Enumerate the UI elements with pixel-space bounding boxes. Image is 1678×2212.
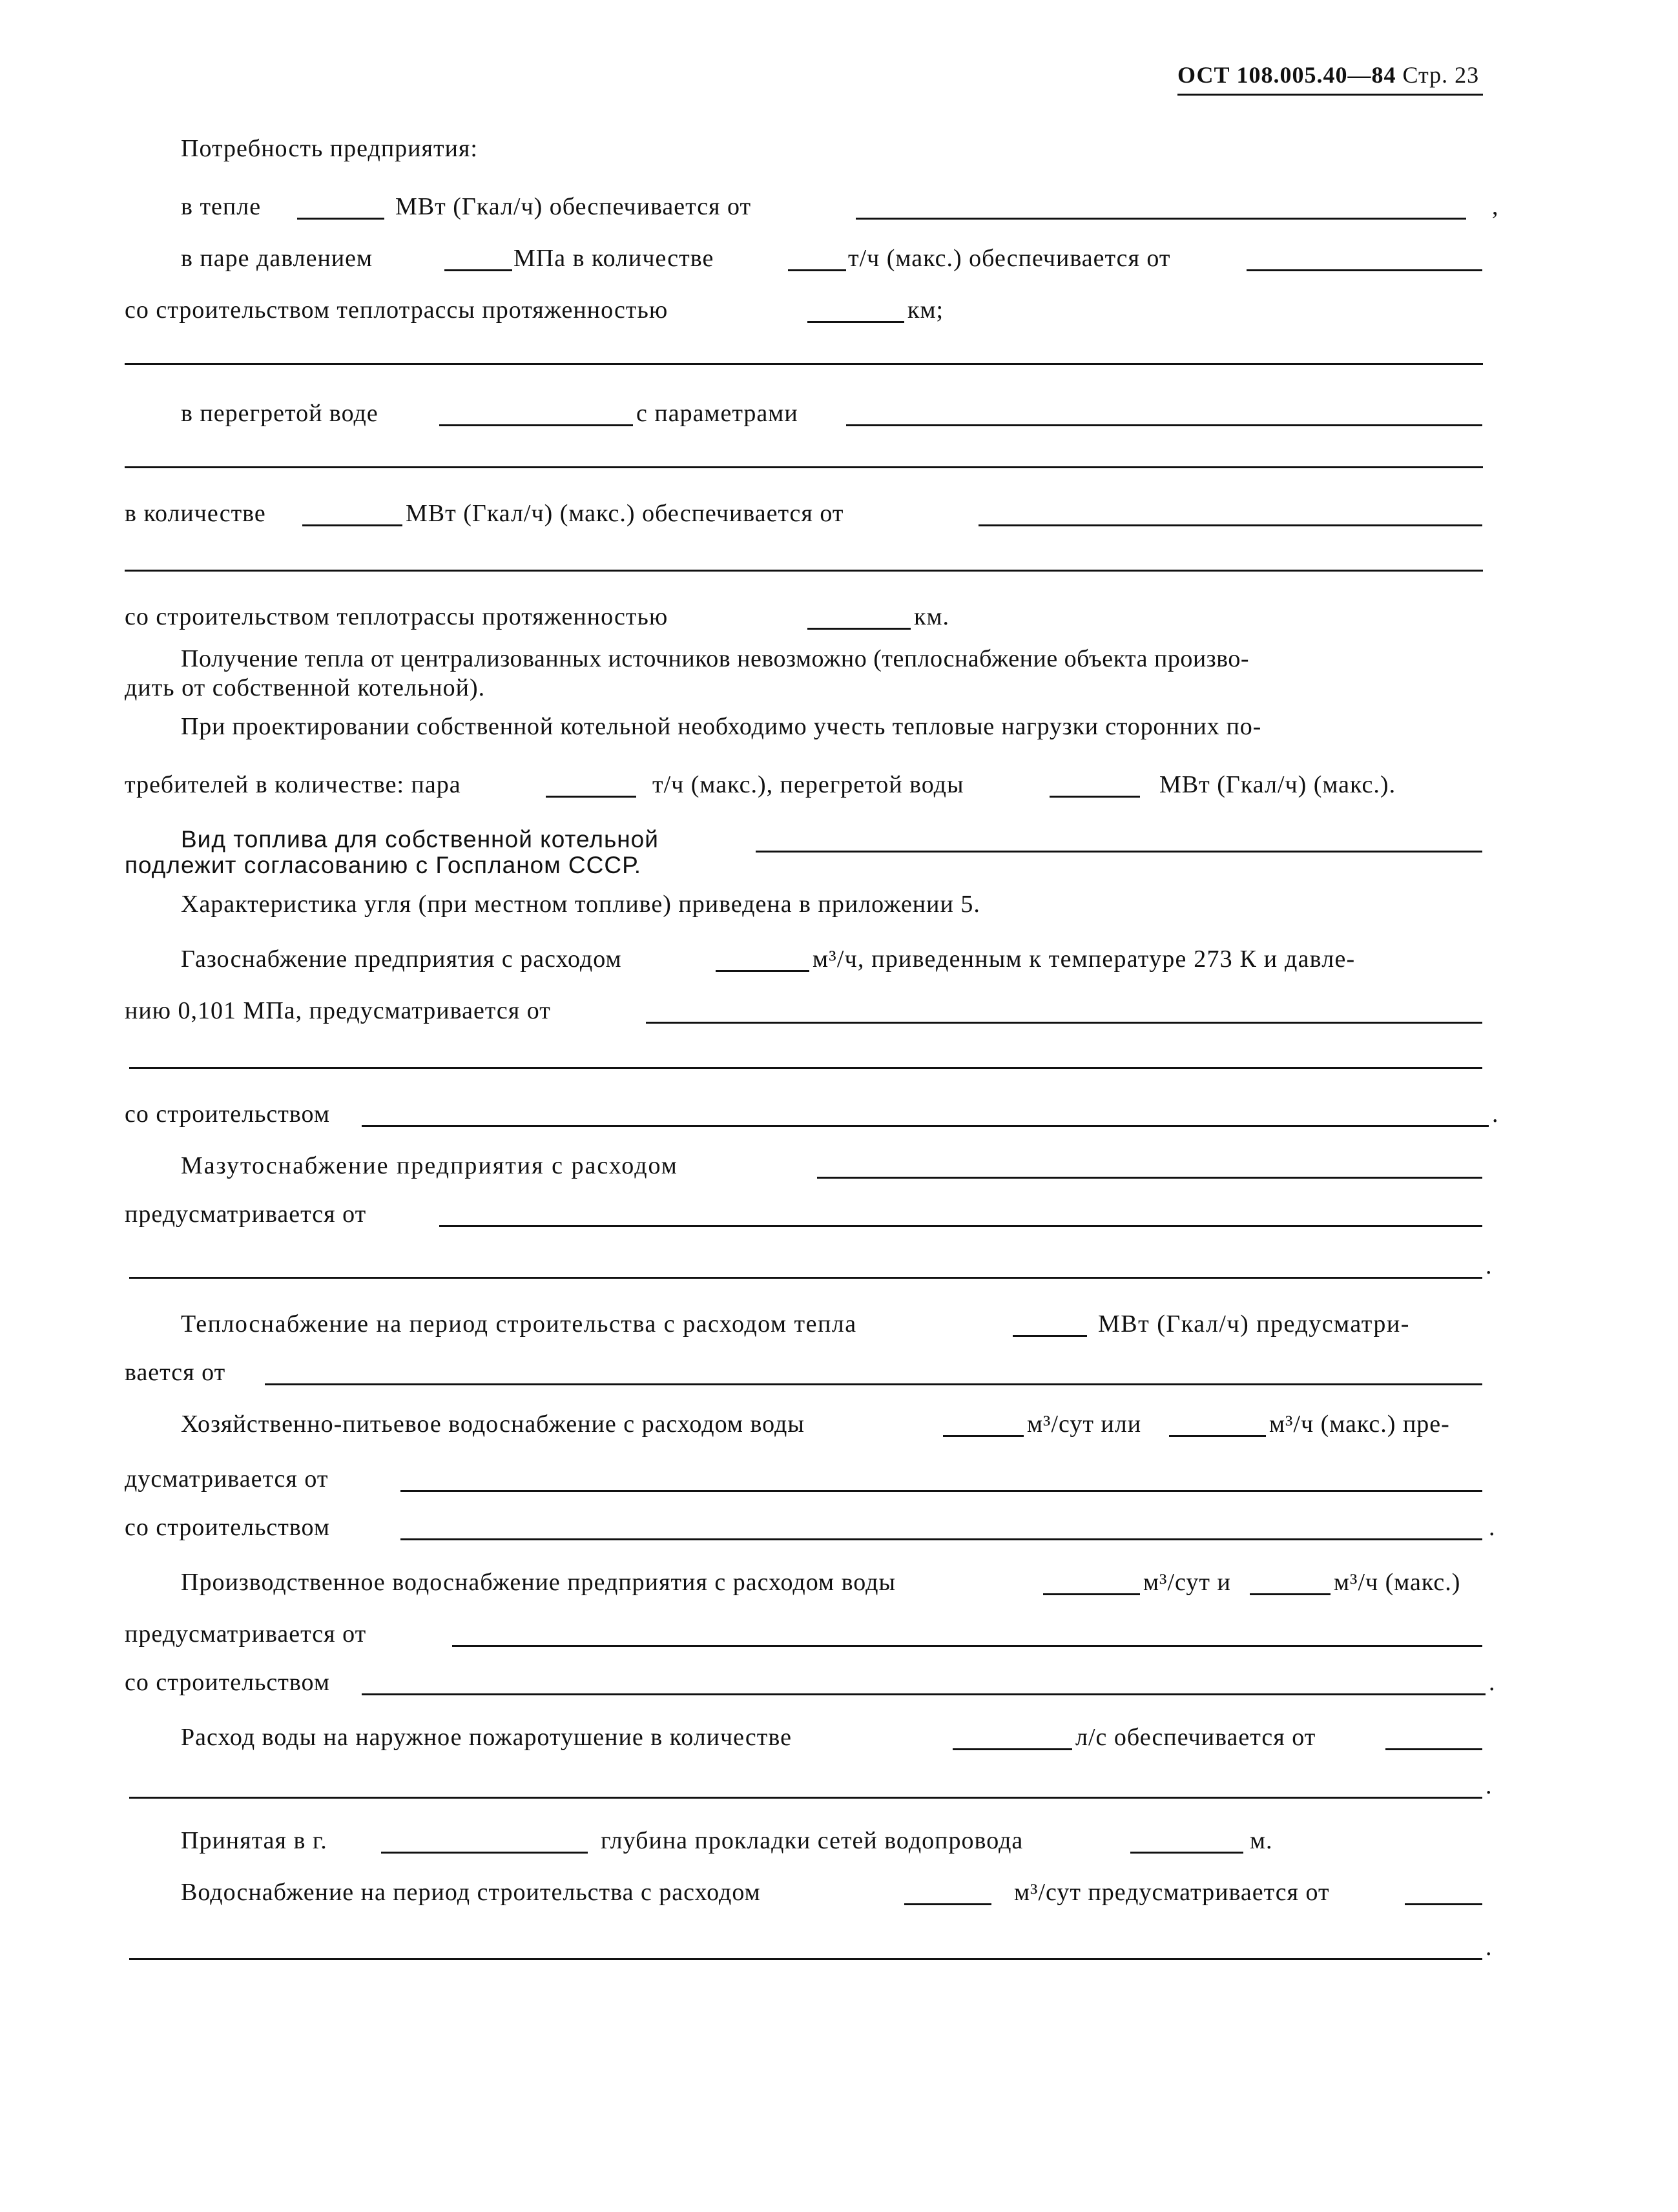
- gas-construction-line: [0, 1098, 1678, 1130]
- blank-field[interactable]: [1013, 1335, 1087, 1337]
- consumers-line: [0, 769, 1678, 801]
- blank-field[interactable]: [1050, 796, 1140, 798]
- blank-field[interactable]: [1405, 1903, 1482, 1905]
- text: м³/сут и: [1143, 1569, 1231, 1596]
- blank-field[interactable]: [846, 424, 1482, 426]
- blank-field[interactable]: [400, 1538, 1482, 1540]
- text: .: [1486, 1934, 1493, 1961]
- construction-heat-line: [0, 1308, 1678, 1340]
- gas-line-2: [0, 995, 1678, 1027]
- domestic-water-line: [0, 1408, 1678, 1440]
- blank-field[interactable]: [943, 1435, 1024, 1437]
- blank-row: [0, 1040, 1678, 1072]
- blank-row: [0, 1931, 1678, 1963]
- blank-field[interactable]: [904, 1903, 991, 1905]
- hot-water-line: [0, 397, 1678, 429]
- pipe-depth-line: [0, 1824, 1678, 1857]
- steam-line: [0, 242, 1678, 274]
- blank-field[interactable]: [129, 1277, 1482, 1279]
- heat-route-line: [0, 294, 1678, 326]
- text: со строительством: [125, 1514, 330, 1541]
- text: МПа в количестве: [513, 245, 714, 272]
- text: Потребность предприятия:: [181, 135, 478, 162]
- text: Вид топлива для собственной котельной: [181, 826, 659, 853]
- blank-field[interactable]: [125, 570, 1483, 572]
- blank-row: [0, 1250, 1678, 1282]
- heat-route-line-2: [0, 601, 1678, 633]
- blank-field[interactable]: [756, 851, 1482, 853]
- blank-field[interactable]: [788, 269, 846, 271]
- text: .: [1492, 1101, 1499, 1128]
- text: км.: [914, 603, 950, 630]
- text: дить от собственной котельной).: [125, 674, 486, 701]
- blank-field[interactable]: [807, 321, 904, 323]
- text: м³/сут или: [1027, 1411, 1142, 1438]
- blank-field[interactable]: [129, 1067, 1482, 1069]
- text: Характеристика угля (при местном топливе) приведена в приложении 5.: [181, 891, 980, 918]
- text: Производственное водоснабжение предприятия с расходом воды: [181, 1569, 896, 1596]
- blank-field[interactable]: [265, 1383, 1482, 1385]
- text: МВт (Гкал/ч) (макс.).: [1159, 771, 1396, 798]
- text: с параметрами: [636, 400, 798, 427]
- blank-field[interactable]: [979, 524, 1482, 526]
- text: подлежит согласованию с Госпланом СССР.: [125, 852, 642, 878]
- text: предусматривается от: [125, 1620, 367, 1648]
- heat-line: [0, 191, 1678, 223]
- blank-field[interactable]: [1043, 1593, 1140, 1595]
- text: ,: [1492, 193, 1499, 220]
- text: .: [1489, 1669, 1496, 1696]
- blank-field[interactable]: [452, 1645, 1482, 1647]
- page-header: [1177, 61, 1479, 88]
- text: со строительством: [125, 1669, 330, 1696]
- text: м³/ч, приведенным к температуре 273 К и давле-: [813, 946, 1356, 973]
- text: вается от: [125, 1359, 226, 1386]
- blank-field[interactable]: [646, 1022, 1482, 1024]
- blank-field[interactable]: [807, 628, 911, 630]
- text: л/с обеспечивается от: [1075, 1724, 1316, 1751]
- text: Мазутоснабжение предприятия с расходом: [181, 1152, 678, 1179]
- blank-field[interactable]: [129, 1797, 1482, 1799]
- blank-field[interactable]: [302, 524, 402, 526]
- standard-code: ОСТ 108.005.40—84: [1177, 62, 1396, 88]
- blank-row: [0, 543, 1678, 575]
- text: дусматривается от: [125, 1465, 329, 1493]
- text: Газоснабжение предприятия с расходом: [181, 946, 622, 973]
- text: .: [1486, 1252, 1493, 1279]
- text: т/ч (макс.) обеспечивается от: [848, 245, 1171, 272]
- text: Хозяйственно-питьевое водоснабжение с расходом воды: [181, 1411, 805, 1438]
- gas-line: [0, 943, 1678, 975]
- blank-field[interactable]: [444, 269, 512, 271]
- text: км;: [907, 296, 944, 324]
- text: .: [1486, 1772, 1493, 1799]
- hot-water-qty-line: [0, 497, 1678, 530]
- domestic-water-line-2: [0, 1463, 1678, 1495]
- blank-row: [0, 336, 1678, 368]
- text: глубина прокладки сетей водопровода: [601, 1827, 1024, 1854]
- blank-field[interactable]: [1169, 1435, 1266, 1437]
- text: в паре давлением: [181, 245, 373, 272]
- blank-field[interactable]: [362, 1693, 1486, 1695]
- text: со строительством теплотрассы протяженностью: [125, 603, 668, 630]
- text: м.: [1250, 1827, 1273, 1854]
- text: в количестве: [125, 500, 266, 527]
- blank-field[interactable]: [400, 1490, 1482, 1492]
- text: МВт (Гкал/ч) (макс.) обеспечивается от: [406, 500, 844, 527]
- text: в перегретой воде: [181, 400, 378, 427]
- blank-row: [0, 439, 1678, 471]
- blank-field[interactable]: [439, 424, 633, 426]
- construction-water-line: [0, 1876, 1678, 1908]
- text: МВт (Гкал/ч) предусматри-: [1098, 1310, 1410, 1338]
- fire-water-line: [0, 1721, 1678, 1753]
- industrial-water-line: [0, 1566, 1678, 1598]
- blank-field[interactable]: [381, 1852, 588, 1854]
- blank-field[interactable]: [125, 466, 1483, 468]
- text: м³/ч (макс.) пре-: [1269, 1411, 1450, 1438]
- text: в тепле: [181, 193, 262, 220]
- blank-field[interactable]: [297, 218, 384, 220]
- fuel-oil-line: [0, 1150, 1678, 1182]
- construction-heat-line-2: [0, 1356, 1678, 1389]
- blank-field[interactable]: [439, 1225, 1482, 1227]
- text: нию 0,101 МПа, предусматривается от: [125, 997, 551, 1024]
- industrial-water-line-2: [0, 1618, 1678, 1650]
- blank-field[interactable]: [1385, 1748, 1482, 1750]
- text: предусматривается от: [125, 1201, 367, 1228]
- text: .: [1489, 1514, 1496, 1541]
- industrial-water-construction: [0, 1666, 1678, 1699]
- blank-field[interactable]: [362, 1125, 1489, 1127]
- blank-field[interactable]: [817, 1177, 1482, 1179]
- blank-field[interactable]: [856, 218, 1466, 220]
- fuel-oil-line-2: [0, 1198, 1678, 1230]
- text: МВт (Гкал/ч) обеспечивается от: [395, 193, 752, 220]
- text: м³/сут предусматривается от: [1014, 1879, 1330, 1906]
- blank-field[interactable]: [1130, 1852, 1243, 1854]
- text: т/ч (макс.), перегретой воды: [652, 771, 964, 798]
- header-rule: [1177, 94, 1483, 96]
- page-number: Стр. 23: [1402, 62, 1480, 88]
- blank-field[interactable]: [1247, 269, 1482, 271]
- text: Получение тепла от централизованных источников невозможно (теплоснабжение объекта произво-: [181, 645, 1250, 672]
- text: При проектировании собственной котельной необходимо учесть тепловые нагрузки сторонних по-: [181, 713, 1262, 740]
- blank-field[interactable]: [129, 1958, 1482, 1960]
- text: требителей в количестве: пара: [125, 771, 461, 798]
- blank-field[interactable]: [546, 796, 636, 798]
- text: м³/ч (макс.): [1334, 1569, 1461, 1596]
- blank-field[interactable]: [125, 363, 1483, 365]
- blank-row: [0, 1770, 1678, 1802]
- text: со строительством теплотрассы протяженностью: [125, 296, 668, 324]
- blank-field[interactable]: [716, 970, 809, 972]
- text: со строительством: [125, 1101, 330, 1128]
- blank-field[interactable]: [953, 1748, 1072, 1750]
- text: Водоснабжение на период строительства с расходом: [181, 1879, 761, 1906]
- domestic-water-construction: [0, 1511, 1678, 1544]
- blank-field[interactable]: [1250, 1593, 1331, 1595]
- text: Принятая в г.: [181, 1827, 327, 1854]
- text: Теплоснабжение на период строительства с расходом тепла: [181, 1310, 857, 1338]
- text: Расход воды на наружное пожаротушение в количестве: [181, 1724, 792, 1751]
